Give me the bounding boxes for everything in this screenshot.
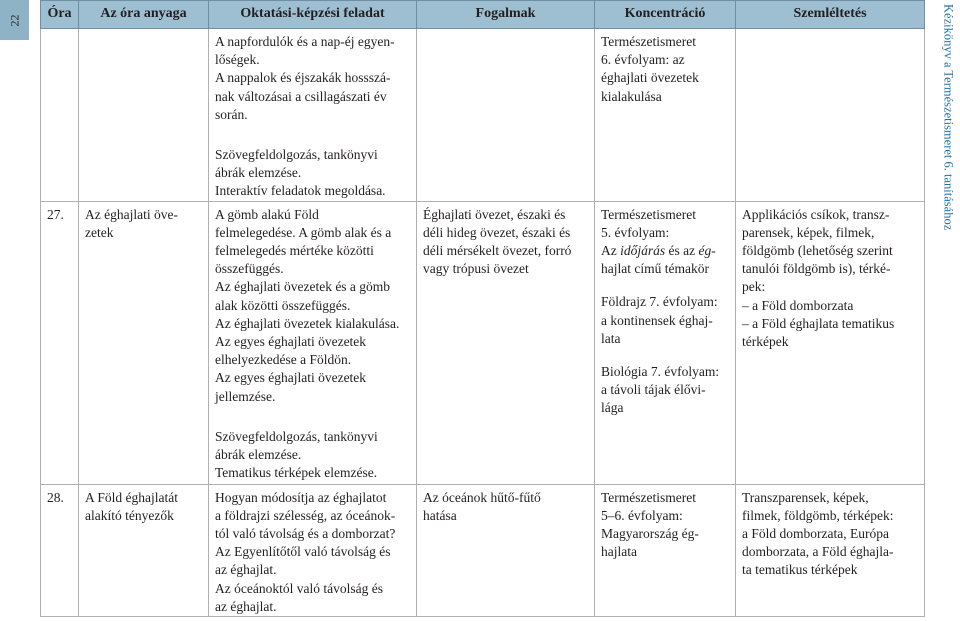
text-line: – a Föld domborzata: [742, 297, 854, 313]
text-run: és az: [665, 243, 699, 259]
text-line: filmek, földgömb, térképek:: [742, 507, 894, 523]
text-line: Természetismeret: [601, 489, 697, 505]
cell-anyaga: [79, 29, 209, 202]
text-line: Földrajz 7. évfolyam:: [601, 294, 718, 310]
text-line: parensek, képek, filmek,: [742, 224, 875, 240]
text-line: A gömb alakú Föld: [215, 206, 319, 222]
lesson-plan-table: [40, 0, 925, 617]
cell-anyaga: [79, 201, 209, 484]
text-line: tanulói földgömb is), térké-: [742, 261, 891, 277]
text-line: A napfordulók és a nap-éj egyen-: [215, 34, 395, 49]
text-line: 5–6. évfolyam:: [601, 507, 683, 523]
table-row-28: [41, 484, 925, 616]
text-line: a Föld domborzata, Európa: [742, 526, 889, 542]
text-line: Természetismeret: [601, 206, 697, 222]
text-line: Biológia 7. évfolyam:: [601, 364, 720, 380]
cell-feladat: [209, 201, 417, 484]
text-line: lőségek.: [215, 52, 260, 68]
text-line: Az éghajlati övezetek és a gömb: [215, 279, 391, 295]
text-line: Az éghajlati övezetek kialakulása.: [215, 315, 400, 331]
text-line: Magyarország ég-: [601, 526, 699, 542]
text-line: Applikációs csíkok, transz-: [742, 206, 890, 222]
table-row-27: [41, 201, 925, 484]
cell-szemleltetes: [736, 29, 925, 202]
header-row: [41, 1, 925, 29]
text-line: földgömb (lehetőség szerint: [742, 243, 893, 259]
cell-szemleltetes: [736, 484, 925, 616]
text-line: Az óceánoktól való távolság és: [215, 580, 383, 596]
header-koncentracio: Koncentráció: [595, 1, 736, 29]
lesson-number: 28.: [41, 484, 79, 616]
text-line: ábrák elemzése.: [215, 447, 302, 463]
header-feladat: Oktatási-képzési feladat: [209, 1, 417, 29]
text-line: 6. évfolyam: az: [601, 52, 685, 68]
text-run: Az: [601, 243, 621, 259]
text-line: A nappalok és éjszakák hossszá-: [215, 70, 391, 86]
text-line: Az óceánok hűtő-fűtő: [423, 489, 541, 505]
text-line: Szövegfeldolgozás, tankönyvi: [215, 147, 378, 163]
text-line: hajlat című témakör: [601, 261, 709, 277]
text-line: ábrák elemzése.: [215, 165, 302, 181]
cell-feladat: [209, 29, 417, 202]
cell-fogalmak: [417, 201, 595, 484]
text-line: felmelegedése. A gömb alak és a: [215, 224, 392, 240]
text-line: Az egyes éghajlati övezetek: [215, 334, 367, 350]
text-line: tól való távolság és a domborzat?: [215, 526, 396, 542]
text-line: déli mérsékelt övezet, forró: [423, 243, 572, 259]
header-szemleltetes: Szemléltetés: [736, 1, 925, 29]
cell-feladat: [209, 484, 417, 616]
text-line: Az egyes éghajlati övezetek: [215, 370, 367, 386]
text-line: Hogyan módosítja az éghajlatot: [215, 489, 387, 505]
text-line: az éghajlat.: [215, 598, 277, 614]
text-line: Természetismeret: [601, 34, 697, 49]
text-line: a földrajzi szélesség, az óceánok-: [215, 507, 396, 523]
text-line: elhelyezkedése a Földön.: [215, 352, 352, 368]
header-anyaga: Az óra anyaga: [79, 1, 209, 29]
text-line: domborzata, a Föld éghajla-: [742, 544, 894, 560]
text-line: hatása: [423, 507, 457, 523]
side-caption: [935, 0, 960, 621]
text-line: lága: [601, 400, 624, 416]
text-line: Interaktív feladatok megoldása.: [215, 183, 386, 199]
text-line: éghajlati övezetek: [601, 70, 699, 86]
text-line: Az Egyenlítőtől való távolság és: [215, 544, 391, 560]
text-line: lata: [601, 330, 621, 346]
cell-fogalmak: [417, 484, 595, 616]
text-line: jellemzése.: [215, 388, 276, 404]
cell-koncentracio: [595, 201, 736, 484]
cell-ora: [41, 29, 79, 202]
page-number: 22: [7, 14, 21, 26]
cell-fogalmak: [417, 29, 595, 202]
text-line: Transzparensek, képek,: [742, 489, 869, 505]
text-line: Szövegfeldolgozás, tankönyvi: [215, 428, 378, 444]
text-line: nak változásai a csillagászati év: [215, 88, 387, 104]
text-line: felmelegedés mértéke közötti: [215, 243, 374, 259]
text-line: vagy trópusi övezet: [423, 261, 529, 277]
text-line: A Föld éghajlatát: [85, 489, 178, 505]
table-row-continued: [41, 29, 925, 202]
cell-koncentracio: [595, 484, 736, 616]
text-line: déli hideg övezet, északi és: [423, 224, 571, 240]
text-line: az éghajlat.: [215, 562, 277, 578]
text-line: alakító tényezők: [85, 507, 174, 523]
text-line: kialakulása: [601, 88, 662, 104]
lesson-number: 27.: [41, 201, 79, 484]
text-line: a távoli tájak élővi-: [601, 382, 706, 398]
text-line: összefüggés.: [215, 261, 284, 277]
text-line: zetek: [85, 224, 114, 240]
text-line: Az éghajlati öve-: [85, 206, 178, 222]
cell-koncentracio: [595, 29, 736, 202]
text-line: a kontinensek éghaj-: [601, 312, 713, 328]
text-line: 5. évfolyam:: [601, 224, 670, 240]
text-line: ta tematikus térképek: [742, 562, 858, 578]
text-line: Éghajlati övezet, északi és: [423, 206, 566, 222]
text-line: pek:: [742, 279, 766, 295]
header-fogalmak: Fogalmak: [417, 1, 595, 29]
text-line: alak közötti összefüggés.: [215, 297, 351, 313]
text-line: [601, 242, 731, 260]
text-line: térképek: [742, 334, 789, 350]
text-run-italic: ég-: [698, 243, 716, 259]
text-line: során.: [215, 106, 248, 122]
header-ora: Óra: [41, 1, 79, 29]
text-run-italic: időjárás: [620, 243, 666, 259]
cell-anyaga: [79, 484, 209, 616]
cell-szemleltetes: [736, 201, 925, 484]
text-line: hajlata: [601, 544, 637, 560]
page-number-tab: [0, 0, 29, 40]
side-caption-text: Kézikönyv a Természetismeret 6. tanításához: [941, 4, 955, 231]
text-line: Tematikus térképek elemzése.: [215, 465, 378, 481]
text-line: – a Föld éghajlata tematikus: [742, 315, 895, 331]
